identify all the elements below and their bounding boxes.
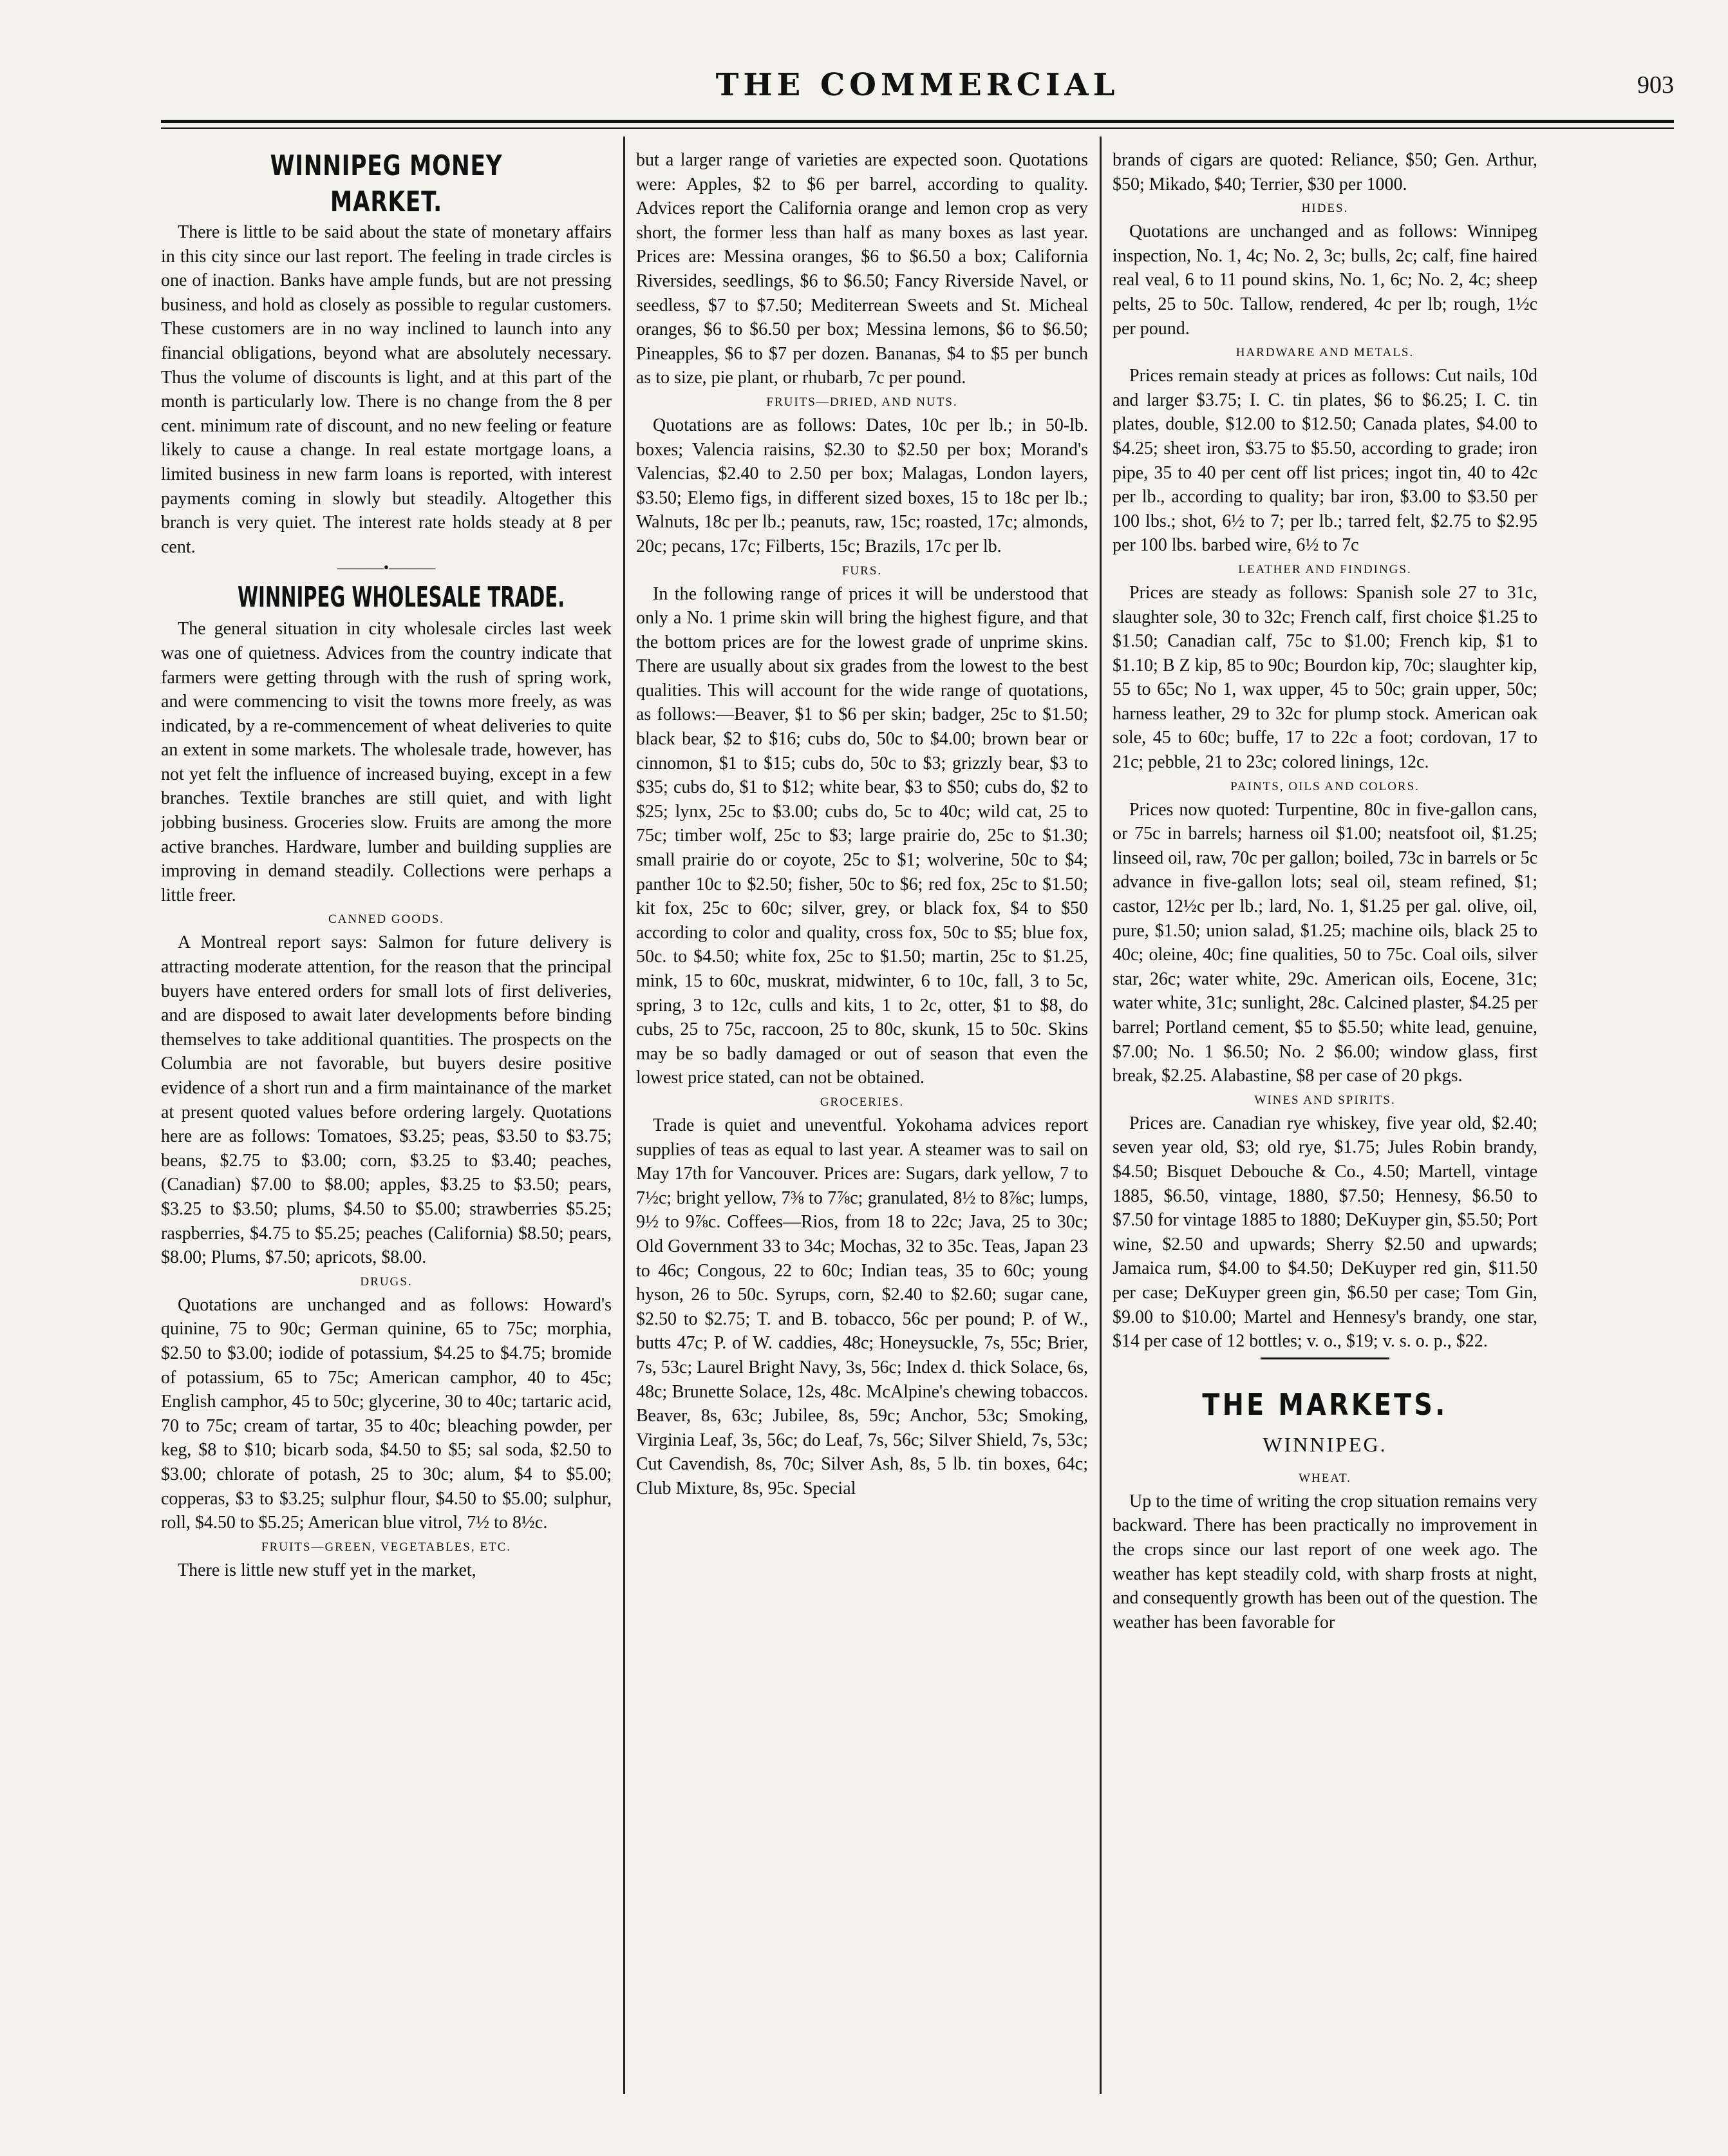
canned-goods-article: A Montreal report says: Salmon for future delivery is attracting moderate attention, for the reason that the principal buyers have entered orders for small lots of first deliveries, and are disposed to await later developments before binding themselves to take additional quantities. The prospects on the Columbia are not favorable, but buyers desire positive evidence of a short run and a firm maintainance of the market at present quoted values before ordering largely. Quotations here are as follows: Tomatoes, $3.25; peas, $3.50 to $3.75; beans, $2.75 to $3.00; corn, $3.25 to $3.40; peaches, (Canadian) $7.00 to $8.00; apples, $3.25 to $3.50; pears, $3.25 to $3.50; plums, $4.50 to $5.00; strawberries $5.25; raspberries, $4.75 to $5.25; peaches (California) $8.50; pears, $8.00; Plums, $7.50; apricots, $8.00.	[161, 932, 612, 1268]
markets-city-heading: WINNIPEG.	[1263, 1432, 1387, 1456]
canned-goods-heading: CANNED GOODS.	[328, 913, 445, 927]
money-market-heading: WINNIPEG MONEY MARKET.	[270, 149, 503, 218]
column-2	[636, 148, 1088, 2093]
money-market-article: There is little to be said about the state of monetary affairs in this city since our last report. The feeling in trade circles is one of inaction. Banks have ample funds, but are not pressing business, and hold as closely as possible to regular customers. These customers are in no way inclined to launch into any financial obligations, beyond what are absolutely necessary. Thus the volume of discounts is light, and at this part of the month is particularly low. There is no change from the 8 per cent. minimum rate of discount, and no new feeling or feature likely to cause a change. In real estate mortgage loans, a limited business in new farm loans is reported, with interest payments coming in slowly but steadily. Altogether this branch is very quiet. The interest rate holds steady at 8 per cent.	[161, 222, 612, 557]
groceries-heading: GROCERIES.	[820, 1095, 905, 1109]
fruits-dried-article: Quotations are as follows: Dates, 10c per lb.; in 50-lb. boxes; Valencia raisins, $2.30 to $2.50 per box; Morand's Valencias, $2.40 to 2.50 per box; Malagas, London layers, $3.50; Elemo figs, in different sized boxes, 15 to 18c per lb.; Walnuts, 18c per lb.; peanuts, raw, 15c; roasted, 17c; almonds, 20c; pecans, 17c; Filberts, 15c; Brazils, 17c per lb.	[636, 415, 1088, 556]
fruits-dried-heading: FRUITS—DRIED, AND NUTS.	[766, 395, 958, 409]
drugs-article: Quotations are unchanged and as follows: Howard's quinine, 75 to 90c; German quinine, 65 to 75c; morphia, $2.50 to $3.00; iodide of potassium, $4.25 to $4.75; bromide of potassium, 65 to 75c; American camphor, 40 to 45c; English camphor, 45 to 50c; glycerine, 30 to 40c; tartaric acid, 70 to 75c; cream of tartar, 35 to 40c; bleaching powder, per keg, $8 to $10; bicarb soda, $4.50 to $5; sal soda, $2.50 to $3.00; chlorate of potash, 25 to 30c; alum, $4 to $5.00; copperas, $3 to $3.25; sulphur flour, $4.50 to $5.00; sulphur, roll, $4.50 to $5.25; American blue vitrol, 7½ to 8½c.	[161, 1294, 612, 1533]
cigars-continued: brands of cigars are quoted: Reliance, $50; Gen. Arthur, $50; Mikado, $40; Terrier, $30 per 1000.	[1113, 150, 1537, 194]
hardware-article: Prices remain steady at prices as follows: Cut nails, 10d and larger $3.75; I. C. tin plates, $6 to $6.25; I. C. tin plates, double, $12.00 to $12.50; Canada plates, $4.00 to $4.25; sheet iron, $3.75 to $5.50, according to grade; iron pipe, 35 to 40 per cent off list prices; ingot tin, 40 to 42c per lb., according to quality; bar iron, $3.00 to $3.50 per 100 lbs.; shot, 6½ to 7; per lb.; tarred felt, $2.75 to $2.95 per 100 lbs. barbed wire, 6½ to 7c	[1113, 366, 1537, 556]
furs-article: In the following range of prices it will be understood that only a No. 1 prime skin will bring the highest figure, and that the bottom prices are for the lowest grade of unprime skins. There are usually about six grades from the lowest to the best qualities. This will account for the wide range of quotations, as follows:—Beaver, $1 to $6 per skin; badger, 25c to $1.50; black bear, $2 to $16; cubs do, 50c to $4.00; brown bear or cinnomon, $1 to $15; cubs do, 50c to $3; grizzly bear, $3 to $35; cubs do, $1 to $12; white bear, $3 to $50; cubs do, $2 to $25; lynx, 25c to $3.00; cubs do, 5c to 40c; wild cat, 25 to 75c; timber wolf, 25c to $3; large prairie do, 25c to $1.30; small prairie do or coyote, 25c to $1; wolverine, 50c to $4; panther 10c to $2.50; fisher, 50c to $6; red fox, 25c to $1.50; kit fox, 25c to 60c; silver, grey, or black fox, $4 to $50 according to color and quality, cross fox, 50c to $5; blue fox, 50c. to $4.50; white fox, 25c to $1.50; martin, 25c to $1.25, mink, 15 to 60c, muskrat, midwinter, 6 to 10c, fall, 3 to 5c, spring, 3 to 12c, culls and kits, 1 to 2c, otter, $1 to $8, do cubs, 25 to 75c, raccoon, 25 to 80c, skunk, 15 to 50c. Skins may be so badly damaged or out of season that even the lowest price stated, can not be obtained.	[636, 583, 1088, 1088]
masthead-title: THE COMMERCIAL	[715, 67, 1120, 103]
column-divider-2	[1100, 137, 1102, 2094]
leather-heading: LEATHER AND FINDINGS.	[1238, 562, 1412, 576]
paints-heading: PAINTS, OILS AND COLORS.	[1230, 779, 1420, 793]
masthead	[161, 62, 1674, 113]
column-1	[161, 148, 612, 2093]
column-3	[1113, 148, 1537, 2093]
fruits-green-heading: FRUITS—GREEN, VEGETABLES, ETC.	[261, 1540, 511, 1554]
drugs-heading: DRUGS.	[360, 1274, 413, 1289]
wines-heading: WINES AND SPIRITS.	[1254, 1093, 1396, 1107]
masthead-rule-top	[161, 120, 1674, 123]
wheat-article: Up to the time of writing the crop situation remains very backward. There has been practically no improvement in the crops since our last report of one week ago. The weather has kept steadily cold, with sharp frosts at night, and consequently growth has been out of the question. The weather has been favorable for	[1113, 1491, 1537, 1632]
column-divider-1	[623, 137, 625, 2094]
hides-article: Quotations are unchanged and as follows: Winnipeg inspection, No. 1, 4c; No. 2, 3c; bulls, 2c; calf, fine haired real veal, 6 to 11 pound skins, No. 1, 6c; No. 2, 4c; sheep pelts, 25 to 50c. Tallow, rendered, 4c per lb; rough, 1½c per pound.	[1113, 222, 1537, 339]
markets-heading: THE MARKETS.	[1202, 1386, 1448, 1422]
wheat-heading: WHEAT.	[1299, 1471, 1351, 1485]
hardware-heading: HARDWARE AND METALS.	[1235, 346, 1414, 360]
wines-article: Prices are. Canadian rye whiskey, five year old, $2.40; seven year old, $3; old rye, $1.75; Jules Robin brandy, $4.50; Bisquet Debouche & Co., 4.50; Martell, vintage 1885, $6.50, vintage, 1880, $7.50; Hennesy, $6.50 to $7.50 for vintage 1885 to 1880; DeKuyper gin, $5.50; Port wine, $2.50 and upwards; Sherry $2.50 and upwards; Jamaica rum, $4.00 to $4.50; DeKuyper red gin, $11.50 per case; DeKuyper green gin, $6.50 per case; Tom Gin, $9.00 to $10.00; Martel and Hennesy's brandy, one star, $14 per case of 12 bottles; v. o., $19; v. s. o. p., $22.	[1113, 1113, 1537, 1352]
wholesale-trade-article: The general situation in city wholesale circles last week was one of quietness. Advices from the country indicate that farmers were getting through with the rush of spring work, and were commencing to visit the towns more freely, as was indicated, by a re-commencement of wheat deliveries to quite an extent in some markets. The wholesale trade, however, has not yet felt the influence of increased buying, except in a few branches. Textile branches are still quiet, and with light jobbing business. Groceries slow. Fruits are among the more active branches. Hardware, lumber and building supplies are improving in demand steadily. Collections were perhaps a little freer.	[161, 619, 612, 905]
page-number: 903	[1637, 71, 1674, 99]
groceries-article: Trade is quiet and uneventful. Yokohama advices report supplies of teas as equal to last year. A steamer was to sail on May 17th for Vancouver. Prices are: Sugars, dark yellow, 7 to 7½c; bright yellow, 7⅜ to 7⅞c; granulated, 8½ to 8⅞c; lumps, 9½ to 9⅞c. Coffees—Rios, from 18 to 22c; Java, 25 to 30c; Old Government 33 to 34c; Mochas, 32 to 35c. Teas, Japan 23 to 46c; Congous, 22 to 60c; Indian teas, 35 to 60c; young hyson, 26 to 50c. Syrups, corn, $2.40 to $2.60; sugar cane, $2.50 to $2.75; T. and B. tobacco, 56c per pound; P. of W., butts 47c; P. of W. caddies, 48c; Honeysuckle, 7s, 55c; Brier, 7s, 53c; Laurel Bright Navy, 3s, 56c; Index d. thick Solace, 6s, 48c; Brunette Solace, 12s, 48c. McAlpine's chewing tobaccos. Beaver, 8s, 63c; Jubilee, 8s, 59c; Anchor, 53c; Smoking, Virginia Leaf, 3s, 56c; do Leaf, 7s, 56c; Silver Shield, 7s, 53c; Cut Cavendish, 8s, 70c; Silver Ash, 8s, 5 lb. tin boxes, 64c; Club Mixture, 8s, 95c. Special	[636, 1115, 1088, 1499]
fruits-green-article: There is little new stuff yet in the market,	[178, 1560, 476, 1580]
paints-article: Prices now quoted: Turpentine, 80c in five-gallon cans, or 75c in barrels; harness oil $1.00; neatsfoot oil, $1.25; linseed oil, raw, 70c per gallon; boiled, 73c in barrels or 5c advance in five-gallon lots; seal oil, steam refined, $1; castor, 12½c per lb.; lard, No. 1, $1.25 per gal. olive, oil, pure, $1.50; union salad, $1.25; machine oils, black 25 to 40c; oleine, 40c; fine qualities, 50 to 75c. Coal oils, silver star, 26c; water white, 29c. American oils, Eocene, 31c; water white, 31c; sunlight, 28c. Calcined plaster, $4.25 per barrel; Portland cement, $5 to $5.50; white lead, genuine, $7.00; No. 1 $6.50; No. 2 $6.00; window glass, first break, $2.25. Alabastine, $8 per case of 20 pkgs.	[1113, 799, 1537, 1086]
furs-heading: FURS.	[841, 563, 883, 578]
fruits-green-continued: but a larger range of varieties are expected soon. Quotations were: Apples, $2 to $6 per barrel, according to quality. Advices report the California orange and lemon crop as very short, the former less than half as many boxes as last year. Prices are: Messina oranges, $6 to $6.50 a box; California Riversides, seedlings, $6 to $6.50; Fancy Riverside Navel, or seedless, $7 to $7.50; Mediterrean Sweets and St. Micheal oranges, $6 to $6.50 per box; Messina lemons, $6 to $6.50; Pineapples, $6 to $7 per dozen. Bananas, $4 to $5 per bunch as to size, pie plant, or rhubarb, 7c per pound.	[636, 150, 1088, 388]
masthead-rule-bottom	[161, 128, 1674, 129]
hides-heading: HIDES.	[1301, 202, 1349, 216]
section-divider: ———•———	[337, 560, 436, 577]
markets-rule	[1261, 1357, 1389, 1359]
wholesale-trade-heading: WINNIPEG WHOLESALE TRADE.	[238, 581, 565, 614]
leather-article: Prices are steady as follows: Spanish sole 27 to 31c, slaughter sole, 30 to 32c; French calf, first choice $1.25 to $1.50; Canadian calf, 75c to $1.00; French kip, $1 to $1.10; B Z kip, 85 to 90c; Bourdon kip, 70c; slaughter kip, 55 to 65c; No 1, wax upper, 45 to 50c; grain upper, 50c; harness leather, 29 to 32c for plump stock. American oak sole, 45 to 60c; buffe, 17 to 22c a foot; cordovan, 17 to 21c; pebble, 21 to 23c; colored linings, 12c.	[1113, 582, 1537, 773]
